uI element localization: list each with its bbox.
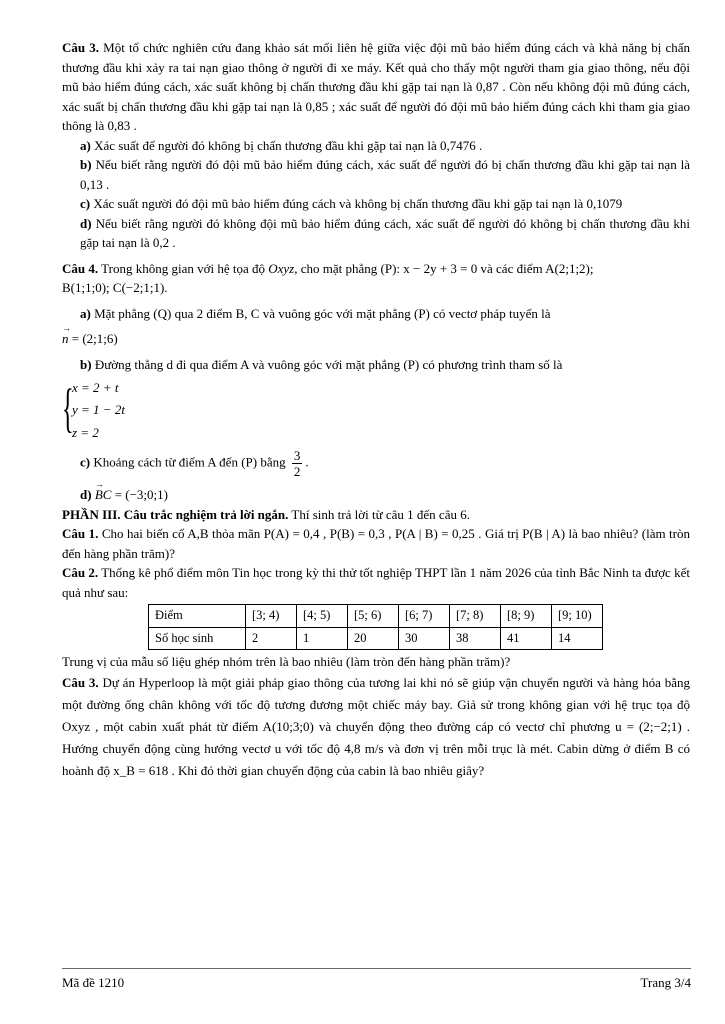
points-line (62, 278, 690, 298)
table-row (149, 627, 603, 650)
option-text: Khoảng cách từ điểm A đến (P) bằng (93, 454, 286, 470)
vector-value: = (−3;0;1) (111, 487, 168, 502)
table-cell: 2 (246, 627, 297, 650)
table-cell: [5; 6) (348, 605, 399, 628)
option-a (62, 136, 690, 156)
option-label: c) (80, 196, 91, 211)
page-number: Trang 3/4 (640, 975, 691, 990)
table-cell: [4; 5) (297, 605, 348, 628)
option-text: Nếu biết rằng người đó không đội mũ bảo hiểm đúng cách, xác suất để người đó không bị chấn thương đầu khi gặp tai nạn là 0,2 . (80, 215, 691, 250)
system-lines (72, 378, 125, 442)
question-text: Dự án Hyperloop là một giải pháp giao thông của tương lai khi nó sẽ giúp vận chuyển người và hàng hóa bằng một đường ống chân không với tốc độ tương đương một chiếc máy bay. Giả sử trong không gian với hệ trục tọa độ Oxyz , một cabin xuất phát từ điểm A(10;3;0) và chuyển động theo đường cáp có vectơ chỉ phương u = (2;−2;1) . Hướng chuyển động cùng hướng vectơ u với tốc độ 4,8 m/s và đơn vị trên mỗi trục là mét. Cabin dừng ở điểm B có hoành độ x_B = 618 . Khi đó thời gian chuyển động của cabin là bao nhiêu giây? (62, 674, 690, 778)
table-cell: [7; 8) (450, 605, 501, 628)
question-text: Trong không gian với hệ tọa độ (101, 260, 265, 276)
question-label: Câu 1. (62, 526, 99, 541)
part3-question-2 (62, 563, 690, 602)
table-header-cell: Điểm (149, 605, 246, 628)
option-label: c) (80, 454, 91, 470)
question-label: Câu 3. (62, 40, 99, 55)
fraction-numerator: 3 (293, 448, 301, 463)
parametric-system (62, 378, 690, 442)
system-line: z = 2 (72, 424, 99, 440)
option-label: d) (80, 487, 92, 502)
table-cell: 38 (450, 627, 501, 650)
question-label: Câu 2. (62, 565, 99, 580)
option-label: d) (80, 215, 92, 231)
table-cell: [8; 9) (501, 605, 552, 628)
option-a (62, 304, 690, 324)
page-footer (62, 968, 691, 991)
points-text: B(1;1;0); C(−2;1;1). (62, 280, 168, 295)
page-content (62, 38, 690, 782)
part-instruction: Thí sinh trả lời từ câu 1 đến câu 6. (288, 506, 470, 522)
table-cell: [3; 4) (246, 605, 297, 628)
option-c (62, 194, 690, 214)
vector-n: → n (62, 329, 69, 349)
table-cell: 41 (501, 627, 552, 650)
option-b (62, 155, 690, 194)
option-label: a) (80, 305, 91, 321)
table-cell: 1 (297, 627, 348, 650)
normal-vector-line (62, 329, 690, 349)
table-cell: [6; 7) (399, 605, 450, 628)
table-cell: 20 (348, 627, 399, 650)
part3-question-1 (62, 524, 690, 563)
question-label: Câu 3. (62, 674, 99, 690)
option-text: Xác suất người đó đội mũ bảo hiểm đúng cách và không bị chấn thương đầu khi gặp tai nạn là 0,1079 (93, 196, 623, 211)
oxyz-text: Oxyz (268, 260, 295, 276)
part-title: PHẦN III. Câu trắc nghiệm trả lời ngắn. (62, 506, 289, 522)
system-line: y = 1 − 2t (72, 402, 125, 418)
system-line: x = 2 + t (72, 380, 119, 395)
question-text: Cho hai biến cố A,B thỏa mãn P(A) = 0,4 , P(B) = 0,3 , P(A | B) = 0,25 . Giá trị P(B | A) là bao nhiêu? (làm tròn đến hàng phần trăm)? (62, 526, 690, 561)
option-text: Mặt phẳng (Q) qua 2 điểm B, C và vuông góc với mặt phẳng (P) có vectơ pháp tuyến là (94, 305, 551, 321)
table-row (149, 605, 603, 628)
vector-bc: → BC (95, 485, 112, 505)
option-b (62, 355, 690, 375)
table-header-cell: Số học sinh (149, 627, 246, 650)
question-text: Trung vị của mẫu số liệu ghép nhóm trên là bao nhiêu (làm tròn đến hàng phần trăm)? (62, 654, 511, 669)
question-label: Câu 4. (62, 260, 99, 276)
table-cell: [9; 10) (552, 605, 603, 628)
question-text-2: , cho mặt phẳng (P): x − 2y + 3 = 0 và các điểm A(2;1;2); (294, 260, 594, 276)
option-text: Xác suất để người đó không bị chấn thương đầu khi gặp tai nạn là 0,7476 . (94, 137, 483, 153)
option-text: Đường thẳng d đi qua điểm A và vuông góc với mặt phẳng (P) có phương trình tham số là (94, 356, 563, 372)
exam-code: Mã đề 1210 (62, 975, 125, 990)
median-question (62, 652, 690, 672)
table-cell: 14 (552, 627, 603, 650)
question-text: Một tổ chức nghiên cứu đang khảo sát mối liên hệ giữa việc đội mũ bảo hiểm đúng cách và khả năng bị chấn thương đầu khi xảy ra tai nạn giao thông ở người đi xe máy. Kết quả cho thấy một người tham gia giao thông, nếu đội mũ bảo hiểm đúng cách, xác suất không bị chấn thương đầu khi gặp tai nạn là 0,87 . Còn nếu không đội mũ đúng cách, xác suất bị chấn thương đầu khi gặp tai nạn là 0,85 ; xác suất để người đó đội mũ bảo hiểm đúng cách khi tham gia giao thông là 0,83 . (62, 40, 691, 133)
option-d (62, 485, 690, 505)
vector-value: = (2;1;6) (68, 331, 118, 346)
option-label: b) (80, 356, 92, 372)
question-4-paragraph (62, 259, 690, 279)
table-cell: 30 (399, 627, 450, 650)
question-text: Thống kê phổ điểm môn Tin học trong kỳ thi thử tốt nghiệp THPT lần 1 năm 2026 của tỉnh Bắc Ninh ta được kết quả như sau: (62, 565, 690, 600)
question-3-paragraph (62, 38, 690, 136)
part3-question-3 (62, 672, 690, 782)
option-label: b) (80, 157, 92, 172)
part-3-heading (62, 505, 690, 525)
option-label: a) (80, 137, 91, 153)
option-text: Nếu biết rằng người đó đội mũ bảo hiểm đúng cách, xác suất để người đó bị chấn thương đầu khi gặp tai nạn là 0,13 . (80, 157, 690, 192)
option-d (62, 214, 690, 253)
fraction (292, 448, 303, 479)
fraction-denominator: 2 (293, 464, 301, 479)
left-brace-icon: { (62, 378, 74, 438)
score-table (148, 604, 603, 650)
option-c: c) Khoảng cách từ điểm A đến (P) bằng $\frac{3}{2}$ . (80, 448, 309, 479)
